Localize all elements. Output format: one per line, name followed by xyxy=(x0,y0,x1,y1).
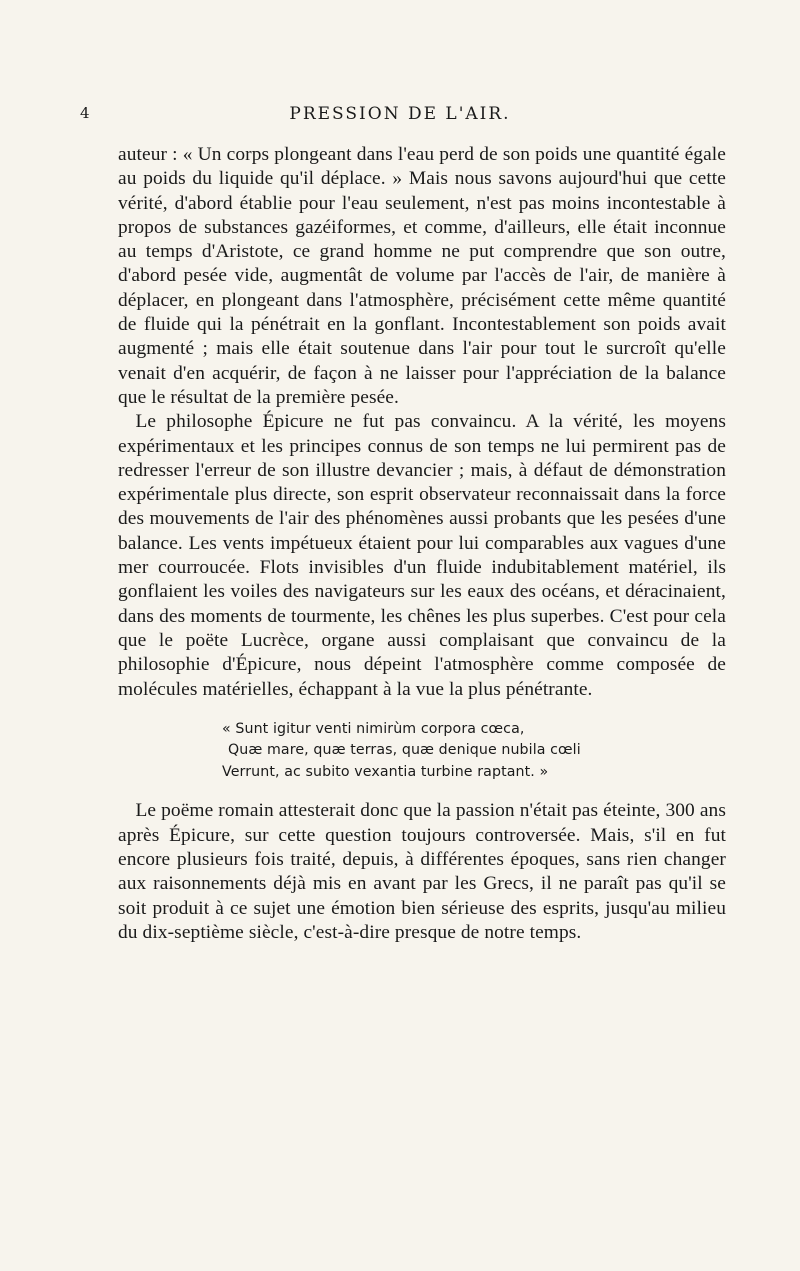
paragraph-2: Le philosophe Épicure ne fut pas convaincu. A la vérité, les moyens expérimentaux et les principes connus de son temps ne lui permirent pas de redresser l'erreur de son illustre devancier ; mais, à défaut de démonstration expérimentale plus directe, son esprit observateur reconnaissait dans la force des mouvements de l'air des phénomènes aussi probants que les pesées d'une balance. Les vents impétueux étaient pour lui comparables aux vagues d'une mer courroucée. Flots invisibles d'un fluide indubitablement matériel, ils gonflaient les voiles des navigateurs sur les eaux des océans, et déracinaient, dans des moments de tourmente, les chênes les plus superbes. C'est pour cela que le poëte Lucrèce, organe aussi complaisant que convaincu de la philosophie d'Épicure, nous dépeint l'atmosphère comme composée de molécules matérielles, échappant à la vue la plus pénétrante. xyxy=(118,411,726,700)
paragraph-1: auteur : « Un corps plongeant dans l'eau perd de son poids une quantité égale au poids du liquide qu'il déplace. » Mais nous savons aujourd'hui que cette vérité, d'abord établie pour l'eau seulement, n'est pas moins incontestable à propos de substances gazéiformes, et comme, d'ailleurs, elle était inconnue au temps d'Aristote, ce grand homme ne put comprendre que son outre, d'abord pesée vide, augmentât de volume par l'accès de l'air, de manière à déplacer, en plongeant dans l'atmosphère, précisément cette même quantité de fluide qui la pénétrait en la gonflant. Incontestablement son poids avait augmenté ; mais elle était soutenue dans l'air pour tout le surcroît qu'elle venait d'en acquérir, de façon à ne laisser pour l'appréciation de la balance que le résultat de la première pesée. xyxy=(118,144,726,408)
quote-line-1: « Sunt igitur venti nimirùm corpora cœca, xyxy=(222,720,525,737)
paragraph-3: Le poëme romain attesterait donc que la passion n'était pas éteinte, 300 ans après Épicure, sur cette question toujours controversée. Mais, s'il en fut encore plusieurs fois traité, depuis, à différentes époques, sans rien changer aux raisonnements déjà mis en avant par les Grecs, il ne paraît pas qu'il se soit produit à ce sujet une émotion bien sérieuse des esprits, jusqu'au milieu du dix-septième siècle, c'est-à-dire presque de notre temps. xyxy=(118,800,726,943)
latin-quotation xyxy=(222,719,726,784)
quote-line-2: Quæ mare, quæ terras, quæ denique nubila cœli xyxy=(228,742,581,759)
quote-line-3: Verrunt, ac subito vexantia turbine raptant. » xyxy=(222,763,549,780)
page-number: 4 xyxy=(80,104,90,122)
running-title: PRESSION DE L'AIR. xyxy=(289,104,511,124)
body-text xyxy=(118,143,726,945)
